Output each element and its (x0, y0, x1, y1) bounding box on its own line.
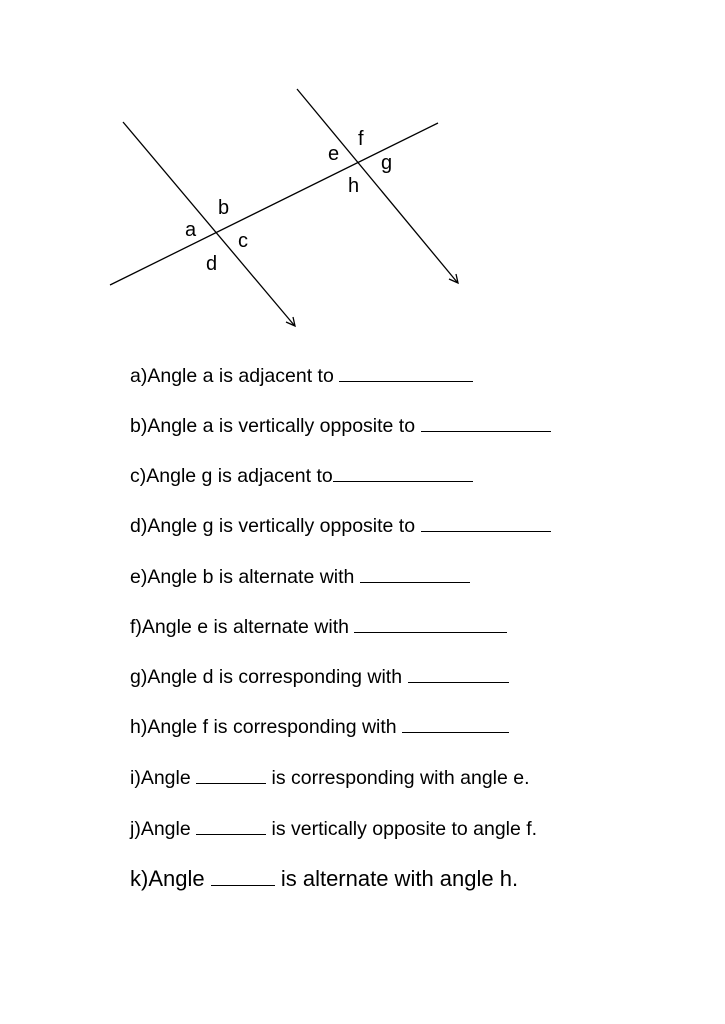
question-f (130, 613, 507, 637)
question-letter: f) (130, 616, 142, 638)
answer-blank[interactable] (402, 713, 509, 733)
question-letter: g) (130, 666, 148, 688)
answer-blank[interactable] (408, 663, 509, 683)
question-letter: h) (130, 716, 148, 738)
question-letter: d) (130, 515, 148, 537)
question-letter: i) (130, 767, 141, 789)
question-text: Angle b is alternate with (147, 566, 360, 588)
answer-blank[interactable] (354, 613, 507, 633)
answer-blank[interactable] (421, 512, 551, 532)
question-text: Angle f is corresponding with (147, 716, 403, 738)
question-c (130, 462, 473, 486)
question-text: Angle e is alternate with (141, 616, 355, 638)
question-text: Angle d is corresponding with (147, 666, 408, 688)
answer-blank[interactable] (333, 462, 473, 482)
answer-blank[interactable] (360, 563, 470, 583)
question-g (130, 663, 509, 687)
angle-label-d: d (206, 253, 218, 275)
question-a (130, 362, 473, 386)
question-b (130, 412, 551, 436)
question-text-after: is alternate with angle h. (274, 866, 519, 891)
question-j (130, 815, 537, 839)
question-letter: b) (130, 415, 148, 437)
answer-blank[interactable] (196, 764, 266, 784)
answer-blank[interactable] (211, 866, 275, 886)
angle-label-h: h (348, 175, 360, 197)
question-e (130, 563, 470, 587)
angle-label-c: c (238, 230, 248, 252)
question-text-after: is vertically opposite to angle f. (266, 818, 538, 840)
question-text: Angle a is vertically opposite to (147, 415, 421, 437)
answer-blank[interactable] (196, 815, 266, 835)
question-text: Angle (140, 818, 197, 840)
angle-label-b: b (218, 197, 230, 219)
question-d (130, 512, 551, 536)
question-text: Angle a is adjacent to (147, 365, 340, 387)
angle-label-g: g (381, 152, 393, 174)
question-text: Angle (140, 767, 197, 789)
question-k (130, 866, 518, 890)
answer-blank[interactable] (421, 412, 551, 432)
answer-blank[interactable] (339, 362, 473, 382)
question-text-after: is corresponding with angle e. (266, 767, 530, 789)
question-letter: a) (130, 365, 148, 387)
question-letter: c) (130, 465, 147, 487)
question-text: Angle g is vertically opposite to (147, 515, 421, 537)
angle-label-f: f (358, 128, 364, 150)
question-i (130, 764, 530, 788)
question-letter: e) (130, 566, 148, 588)
angle-label-a: a (185, 219, 197, 241)
question-text: Angle (148, 866, 211, 891)
question-text: Angle g is adjacent to (146, 465, 333, 487)
question-h (130, 713, 509, 737)
angle-label-e: e (328, 143, 340, 165)
question-letter: j) (130, 818, 141, 840)
question-letter: k) (130, 866, 149, 891)
